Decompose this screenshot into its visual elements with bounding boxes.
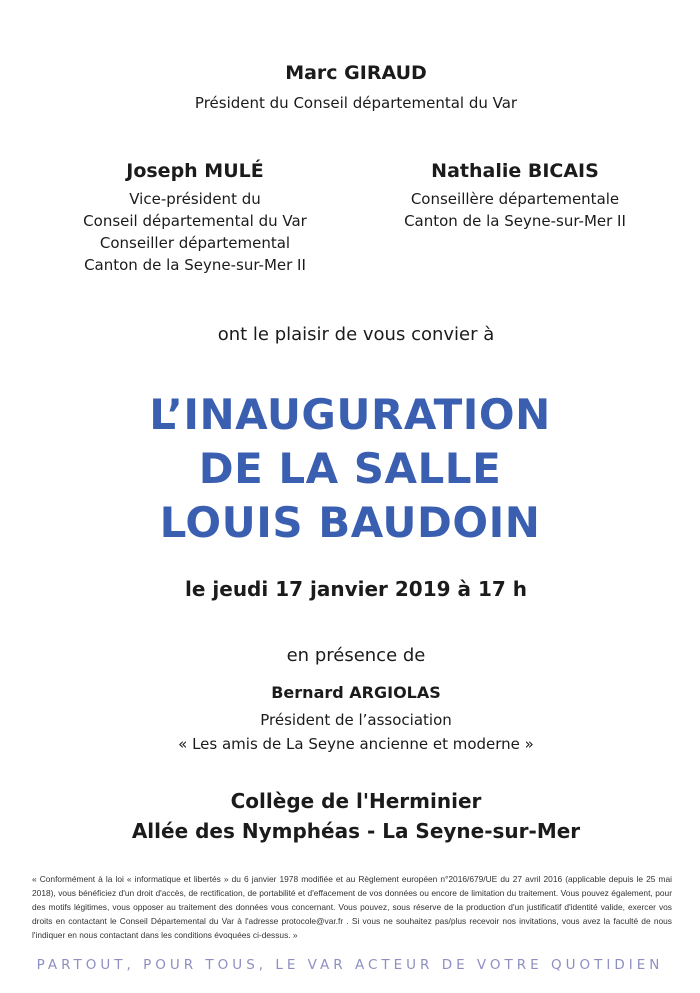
host-right-name: Nathalie BICAIS bbox=[431, 160, 599, 182]
host-right-role-line: Canton de la Seyne-sur-Mer II bbox=[404, 212, 626, 230]
host-right-role bbox=[380, 188, 650, 232]
event-title bbox=[0, 388, 700, 550]
event-title-line: LOUIS BAUDOIN bbox=[159, 498, 541, 547]
event-title-line: L’INAUGURATION bbox=[149, 390, 551, 439]
host-right-block bbox=[380, 160, 650, 232]
host-right-role-line: Conseillère départementale bbox=[410, 190, 620, 208]
invite-line: ont le plaisir de vous convier à bbox=[217, 324, 495, 345]
guest-name: Bernard ARGIOLAS bbox=[271, 683, 441, 702]
guest-role-line: « Les amis de La Seyne ancienne et moderne » bbox=[178, 735, 534, 753]
host-left-name: Joseph MULÉ bbox=[126, 160, 264, 182]
host-left-role-line: Conseiller départemental bbox=[99, 234, 291, 252]
guest-role bbox=[0, 708, 700, 756]
event-title-line: DE LA SALLE bbox=[198, 444, 502, 493]
host-left-role-line: Vice-président du bbox=[129, 190, 261, 208]
venue-line: Collège de l'Herminier bbox=[230, 789, 482, 813]
slogan: PARTOUT, POUR TOUS, LE VAR ACTEUR DE VOTRE QUOTIDIEN bbox=[36, 957, 664, 973]
venue bbox=[0, 786, 700, 846]
host-left-role-line: Conseil départemental du Var bbox=[83, 212, 307, 230]
side-print-mark bbox=[676, 490, 686, 970]
host-left-role-line: Canton de la Seyne-sur-Mer II bbox=[84, 256, 306, 274]
legal-notice: « Conformément à la loi « informatique et libertés » du 6 janvier 1978 modifiée et au Règlement européen n°2016/679/UE du 27 avril 2016 (applicable depuis le 25 mai 2018), vous bénéficiez d'un droit d'accès, de rectification, de portabilité et d'effacement de vos données ou encore de limitation du traitement. Vous pouvez également, pour des motifs légitimes, vous opposer au traitement des données vous concernant. Vous pouvez, sous réserve de la production d'un justificatif d'identité valide, exercer vos droits en contactant le Conseil Départemental du Var à l'adresse protocole@var.fr . Si vous ne souhaitez pas/plus recevoir nos invitations, vous avez la faculté de nous l'indiquer en nous contactant dans les conditions évoquées ci-dessus. » bbox=[32, 874, 672, 940]
guest-role-line: Président de l’association bbox=[260, 711, 452, 729]
venue-line: Allée des Nymphéas - La Seyne-sur-Mer bbox=[131, 819, 581, 843]
presence-intro: en présence de bbox=[286, 645, 426, 666]
event-date: le jeudi 17 janvier 2019 à 17 h bbox=[185, 577, 527, 601]
host-main-role: Président du Conseil départemental du Var bbox=[194, 94, 518, 112]
host-left-block bbox=[60, 160, 330, 276]
host-main-name: Marc GIRAUD bbox=[285, 62, 427, 84]
host-left-role bbox=[60, 188, 330, 276]
